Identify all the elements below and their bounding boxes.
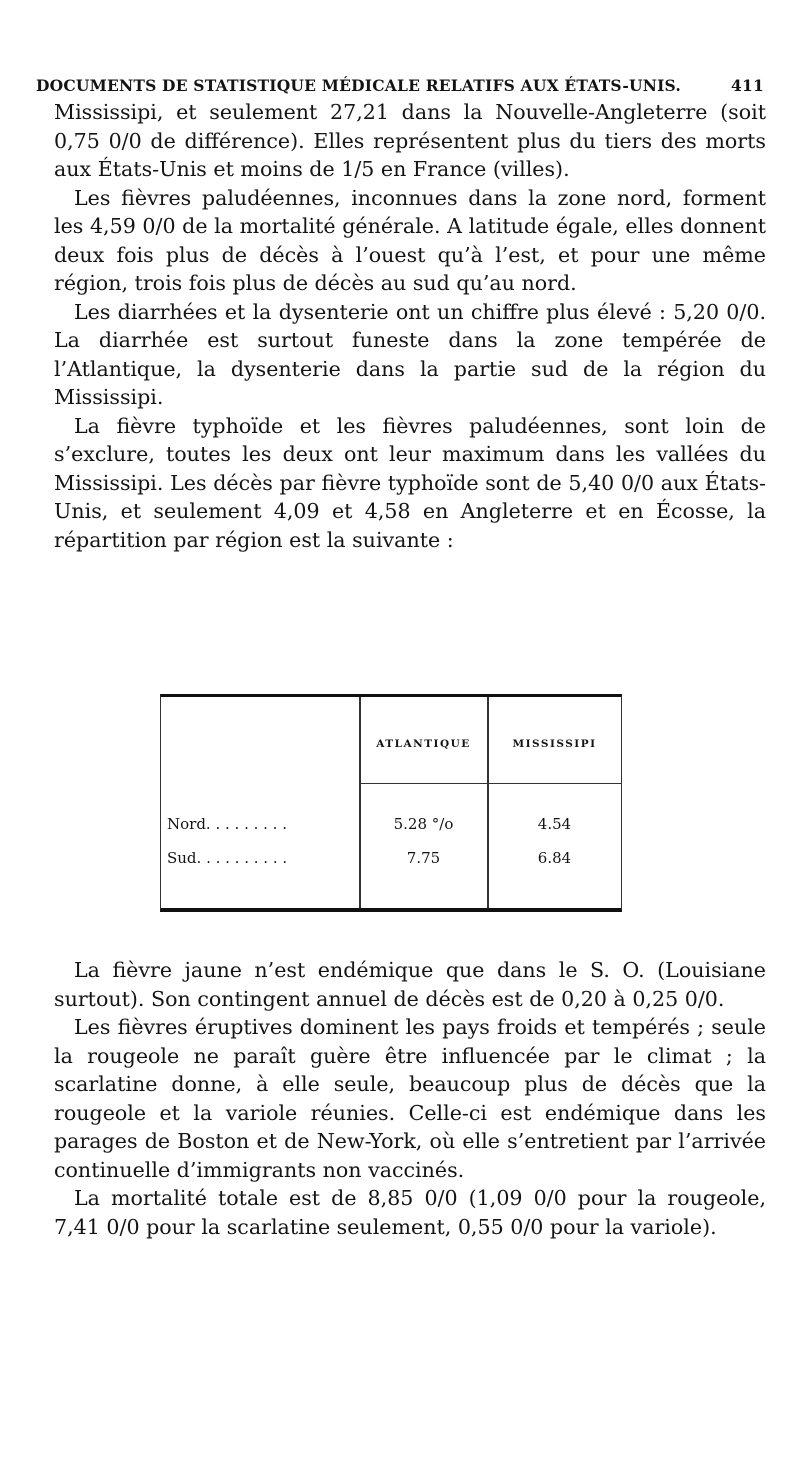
- table-row: [161, 849, 621, 875]
- paragraph: Les fièvres paludéennes, inconnues dans la zone nord, forment les 4,59 0/0 de la mortalité générale. A latitude égale, elles donnent deux fois plus de décès à l’ouest qu’à l’est, et pour une même région, trois fois plus de décès au sud qu’au nord.: [54, 185, 766, 295]
- cell-atlantique: 5.28 °/o: [393, 815, 454, 833]
- header-mississipi: MISSISSIPI: [512, 738, 597, 750]
- paragraph: Mississipi, et seulement 27,21 dans la Nouvelle-Angleterre (soit 0,75 0/0 de différence). Elles représentent plus du tiers des morts aux États-Unis et moins de 1/5 en France (villes).: [54, 100, 766, 181]
- paragraph: Les fièvres éruptives dominent les pays froids et tempérés ; seule la rougeole ne paraît guère être influencée par le climat ; la scarlatine donne, à elle seule, beaucoup plus de décès que la rougeole et la variole réunies. Celle-ci est endémique dans les parages de Boston et de New-York, où elle s’entretient par l’arrivée continuelle d’immigrants non vaccinés.: [54, 1015, 766, 1182]
- header-atlantique: ATLANTIQUE: [376, 738, 471, 750]
- page-number: 411: [731, 76, 764, 95]
- body-text-top: [54, 98, 766, 554]
- column-divider: [487, 697, 489, 908]
- cell-mississipi: 4.54: [537, 815, 572, 833]
- running-header: [36, 76, 764, 95]
- paragraph: La fièvre jaune n’est endémique que dans le S. O. (Louisiane surtout). Son contingent annuel de décès est de 0,20 à 0,25 0/0.: [54, 958, 766, 1011]
- cell-mississipi: 6.84: [537, 849, 572, 867]
- cell-atlantique: 7.75: [406, 849, 441, 867]
- column-divider: [359, 697, 361, 908]
- row-label: Nord. . . . . . . . .: [167, 815, 287, 833]
- paragraph: La mortalité totale est de 8,85 0/0 (1,09 0/0 pour la rougeole, 7,41 0/0 pour la scarlatine seulement, 0,55 0/0 pour la variole).: [54, 1186, 766, 1239]
- body-text-bottom: [54, 956, 766, 1241]
- paragraph: La fièvre typhoïde et les fièvres paludéennes, sont loin de s’exclure, toutes les deux ont leur maximum dans les vallées du Mississipi. Les décès par fièvre typhoïde sont de 5,40 0/0 aux États-Unis, et seulement 4,09 et 4,58 en Angleterre et en Écosse, la répartition par région est la suivante :: [54, 413, 766, 552]
- table-row: [161, 815, 621, 841]
- running-title: DOCUMENTS DE STATISTIQUE MÉDICALE RELATIFS AUX ÉTATS-UNIS.: [36, 76, 681, 95]
- row-label: Sud. . . . . . . . . .: [167, 849, 288, 867]
- paragraph: Les diarrhées et la dysenterie ont un chiffre plus élevé : 5,20 0/0. La diarrhée est surtout funeste dans la zone tempérée de l’Atlantique, la dysenterie dans la partie sud de la région du Mississipi.: [54, 299, 766, 409]
- typhoid-region-table: [160, 694, 622, 912]
- header-rule: [359, 783, 621, 784]
